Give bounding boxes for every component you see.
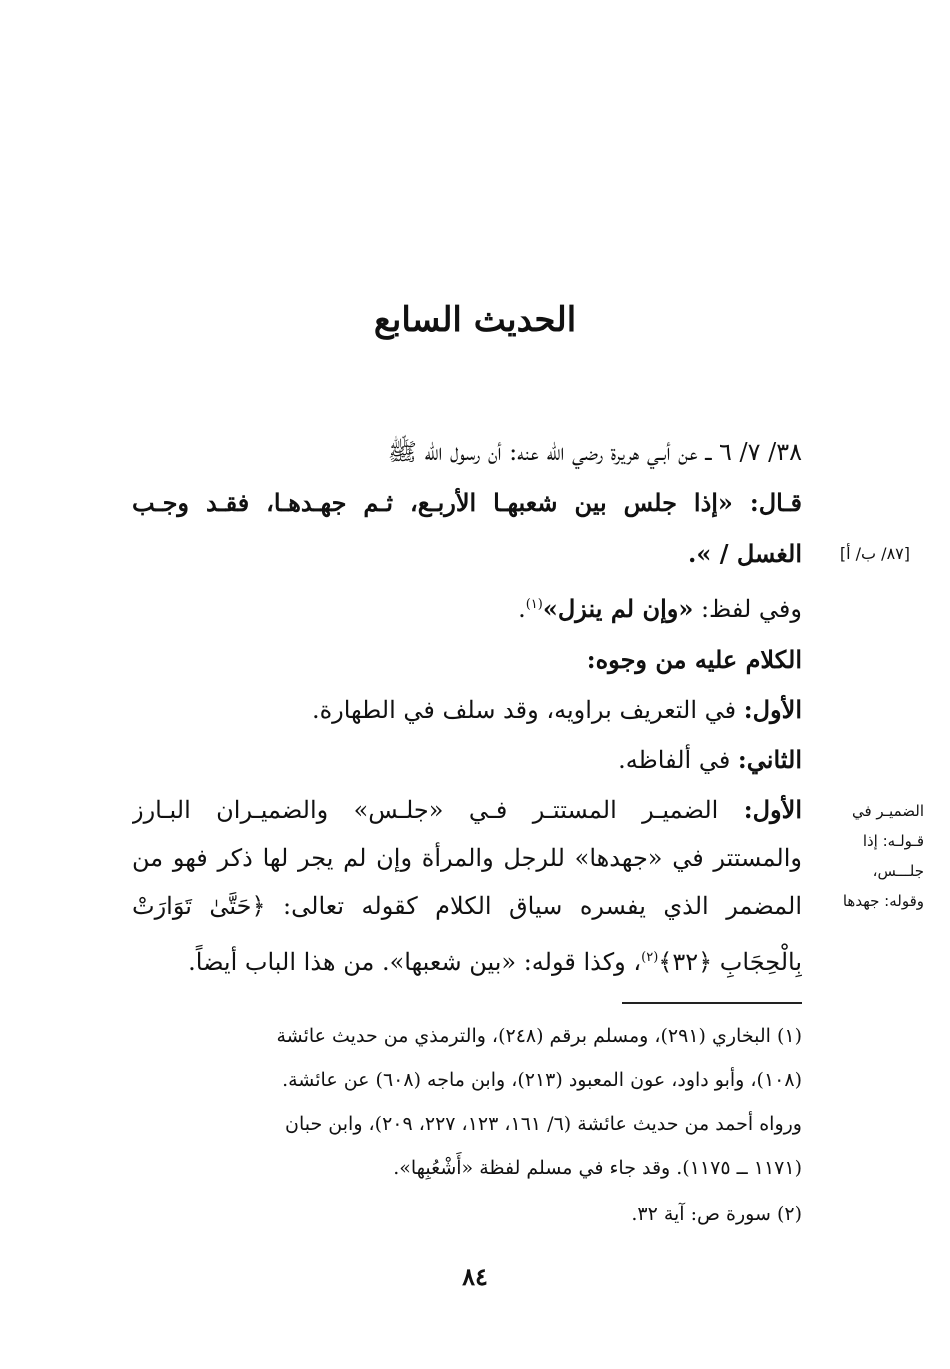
paragraph-line-3: المضمر الذي يفسره سياق الكلام كقوله تعالى: ﴿حَتَّىٰ تَوَارَتْ — [132, 892, 802, 920]
footnote-1-line-4: (١١٧١ ــ ١١٧٥). وقد جاء في مسلم لفظة «أَشْعُبِها». — [393, 1157, 802, 1179]
paragraph-line-1 — [132, 790, 802, 830]
paragraph-line-4-text: ، وكذا قوله: «بين شعبها». من هذا الباب أيضاً. — [188, 948, 642, 976]
paragraph-line-1-text: الضميـر المستتـر فـي «جلـس» والضميـران البـارز — [132, 796, 744, 824]
paragraph-line-4 — [132, 938, 802, 978]
footnote-ref-2: (٢) — [641, 950, 659, 965]
margin-note-line-4: وقوله: جهدها — [842, 892, 924, 910]
footnote-1-line-3: ورواه أحمد من حديث عائشة (٦/ ١٦١، ١٢٣، ٢٢٧، ٢٠٩)، وابن حبان — [285, 1113, 802, 1135]
footnote-1-line-1: (١) البخاري (٢٩١)، ومسلم برقم (٢٤٨)، والترمذي من حديث عائشة — [276, 1025, 802, 1047]
folio-reference: [٨٧/ ب/ أ] — [839, 544, 910, 563]
footnote-1-line-2: (١٠٨)، وأبو داود، عون المعبود (٢١٣)، وابن ماجه (٦٠٨) عن عائشة. — [282, 1069, 802, 1091]
point-first-label: الأول: — [743, 695, 802, 724]
page-number: ٨٤ — [462, 1262, 488, 1291]
variant-prefix: وفي لفظ: — [693, 595, 802, 623]
point-first-text: في التعريف براويه، وقد سلف في الطهارة. — [311, 696, 744, 724]
hadith-line-2: قـال: «إذا جلس بين شعبهـا الأربـع، ثـم جهـدهـا، فقـد وجـب — [132, 488, 802, 517]
point-first — [132, 690, 802, 730]
hadith-line-3: الغسل / ». — [688, 539, 802, 568]
footnote-ref-1: (١) — [525, 597, 543, 612]
margin-note — [824, 796, 924, 916]
point-second — [132, 740, 802, 780]
hadith-line-1: ٣٨/ ٧/ ٦ ــ عن أبـي هريرة رضي الله عنه: أن رسول الله ﷺ — [387, 438, 802, 466]
footnote-2: (٢) سورة ص: آية ٣٢. — [631, 1203, 802, 1225]
paragraph-line-2: والمستتر في «جهدها» للرجل والمرأة وإن لم يجر لها ذكر فهو من — [132, 844, 802, 872]
quran-verse-end: بِالْحِجَابِ ﴿٣٢﴾ — [658, 948, 802, 976]
hadith-variant-line — [132, 585, 802, 625]
margin-note-line-1: الضميـر في — [851, 802, 924, 820]
point-second-text: في ألفاظه. — [618, 746, 738, 774]
point-second-label: الثاني: — [737, 745, 802, 774]
variant-suffix: . — [518, 595, 526, 623]
variant-quote: «وإن لم ينزل» — [542, 594, 694, 623]
paragraph-label: الأول: — [743, 795, 802, 824]
margin-note-line-3: جلـــس، — [872, 862, 924, 880]
page-title: الحديث السابع — [373, 300, 577, 340]
footnote-divider — [622, 1002, 802, 1004]
margin-note-line-2: قـولـه: إذا — [862, 832, 924, 850]
commentary-intro: الكلام عليه من وجوه: — [586, 645, 802, 674]
